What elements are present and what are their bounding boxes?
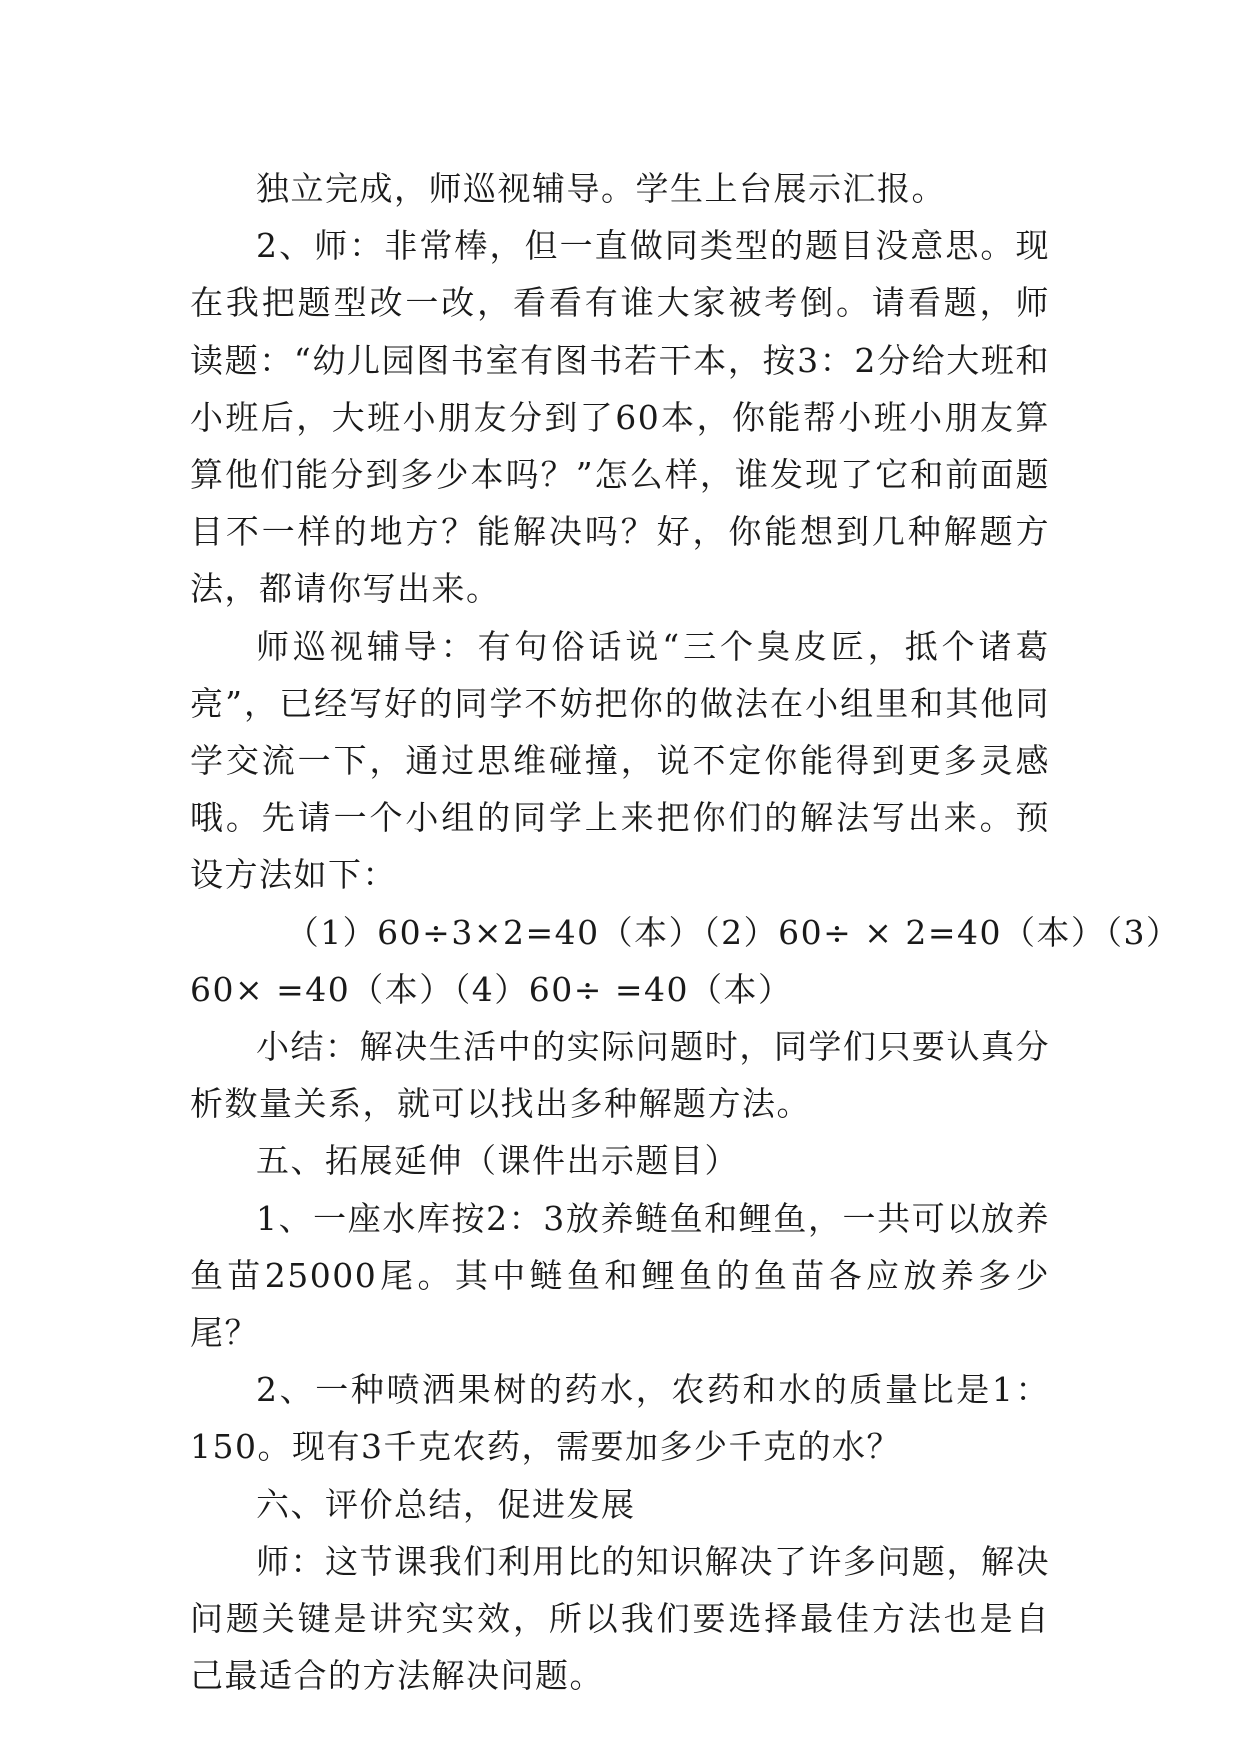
paragraph-independent-work: 独立完成，师巡视辅导。学生上台展示汇报。 bbox=[256, 169, 946, 208]
paragraph-conclusion: 师：这节课我们利用比的知识解决了许多问题，解决问题关键是讲究实效，所以我们要选择最佳方法也是自己最适合的方法解决问题。 bbox=[190, 1541, 1050, 1696]
formula-line-2: 60× =40（本）（4）60÷ =40（本） bbox=[190, 969, 793, 1009]
paragraph-exercise-2: 2、一种喷洒果树的药水，农药和水的质量比是1：150。现有3千克农药，需要加多少千克的水？ bbox=[190, 1370, 1050, 1467]
paragraph-summary: 小结：解决生活中的实际问题时，同学们只要认真分析数量关系，就可以找出多种解题方法。 bbox=[190, 1027, 1050, 1124]
heading-extension: 五、拓展延伸（课件出示题目） bbox=[256, 1141, 739, 1181]
paragraph-teacher-guidance: 师巡视辅导：有句俗话说“三个臭皮匠，抵个诸葛亮”，已经写好的同学不妨把你的做法在小组里和其他同学交流一下，通过思维碰撞，说不定你能得到更多灵感哦。先请一个小组的同学上来把你们的解法写出来。预设方法如下： bbox=[190, 626, 1050, 895]
document-body bbox=[190, 160, 1181, 1704]
heading-evaluation: 六、评价总结，促进发展 bbox=[256, 1484, 636, 1524]
paragraph-teacher-question: 2、师：非常棒，但一直做同类型的题目没意思。现在我把题型改一改，看看有谁大家被考倒。请看题，师读题：“幼儿园图书室有图书若干本，按3：2分给大班和小班后，大班小朋友分到了60本，你能帮小班小朋友算算他们能分到多少本吗？”怎么样，谁发现了它和前面题目不一样的地方？能解决吗？好，你能想到几种解题方法，都请你写出来。 bbox=[190, 226, 1050, 609]
formula-line-1: （1）60÷3×2=40（本）（2）60÷ × 2=40（本）（3） bbox=[285, 912, 1181, 952]
paragraph-exercise-1: 1、一座水库按2：3放养鲢鱼和鲤鱼，一共可以放养鱼苗25000尾。其中鲢鱼和鲤鱼的鱼苗各应放养多少尾？ bbox=[190, 1198, 1050, 1353]
